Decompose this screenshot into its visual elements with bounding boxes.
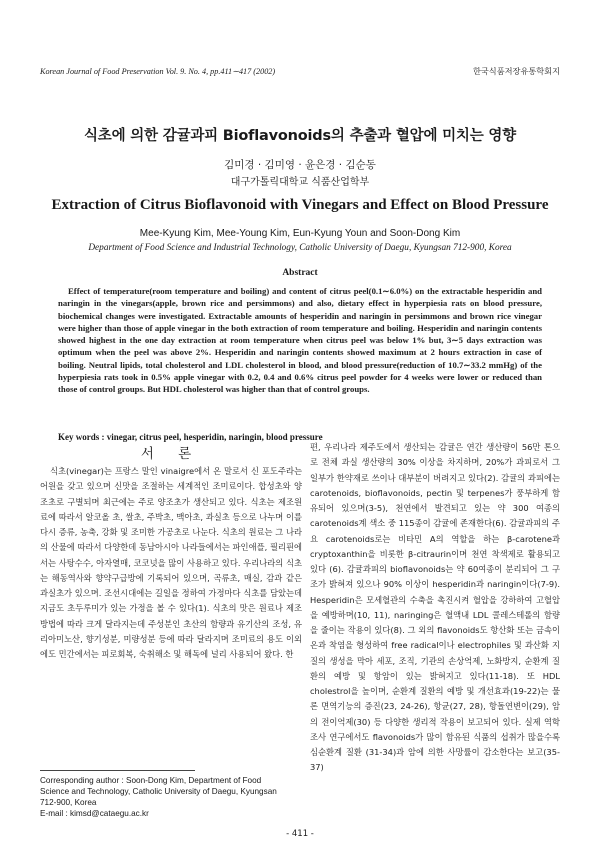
- society-name: 한국식품저장유통학회지: [472, 66, 560, 76]
- page-number: - 411 -: [286, 829, 314, 839]
- body-column-left: 식초(vinegar)는 프랑스 말인 vinaigre에서 온 말로서 신 포도주라는 어원을 갖고 있으며 신맛을 조절하는 세계적인 조미료이다. 합성초와 양조초로 구별되며 최근에는 주로 양조초가 생산되고 있다. 식초는 제조원료에 따라서 알코올 초, 쌀초, 주박초, 맥아초, 과실초 등으로 나누며 이를 다시 증류, 농축, 강화 및 조미한 가공초로 나눈다. 식초의 원료는 그 나라의 산물에 따라서 다양한데 동남아시아 나라들에서는 파인애플, 필리핀에서는 사탕수수, 아자열매, 코코넛을 많이 사용하고 있다. 우리나라의 식초는 해동역사와 향약구급방에 기록되어 있으며, 곡류초, 매실, 감과 같은 과실초가 있으며. 조선시대에는 길일을 정하여 가정마다 식초를 담았는데 지금도 초두루미가 있는 가정을 볼 수 있다(1). 식초의 맛은 원료나 제조방법에 따라 크게 달라지는데 주성분인 초산의 함량과 유기산의 조성, 유리아미노산, 향기성분, 미량성분 등에 따라 달라지며 조미료의 용도 이외에도 민간에서는 피로회복, 숙취해소 및 해독에 널리 사용되어 왔다. 한: [40, 466, 302, 659]
- footnote-email: E-mail : kimsd@cataegu.ac.kr: [40, 809, 149, 818]
- english-authors: Mee-Kyung Kim, Mee-Young Kim, Eun-Kyung Youn and Soon-Dong Kim: [139, 228, 461, 239]
- corresponding-author-footnote: [40, 775, 302, 819]
- korean-affiliation: 대구가톨릭대학교 식품산업학부: [230, 177, 370, 188]
- footnote-line: Science and Technology, Catholic University of Daegu, Kyungsan: [40, 787, 277, 796]
- footnote-line: Corresponding author : Soon-Dong Kim, Department of Food: [40, 776, 262, 785]
- korean-title: 식초에 의한 감귤과피 Bioflavonoids의 추출과 혈압에 미치는 영향: [83, 128, 516, 144]
- journal-citation: Korean Journal of Food Preservation Vol. 9. No. 4, pp.411∼417 (2002): [40, 67, 276, 76]
- english-title: Extraction of Citrus Bioflavonoid with Vinegars and Effect on Blood Pressure: [51, 197, 549, 213]
- body-column-right: 편, 우리나라 제주도에서 생산되는 감귤은 연간 생산량이 56만 톤으로 전체 과실 생산량의 30% 이상을 차지하며, 20%가 과피로서 그 일부가 한약재로 쓰이나 대부분이 버려지고 있다(2). 감귤의 과피에는 carotenoids, bioflavonoids, pectin 및 terpenes가 풍부하게 함유되어 있으며(3-5), 천연에서 발견되고 있는 약 300 여종의 carotenoids계 색소 중 115종이 감귤에 존재한다(6). 감귤과피의 주요 carotenoids로는 비타민 A의 역할을 하는 β-carotene과 cryptoxanthin을 비롯한 β-citraurin이며 천연 착색제로 활용되고 있다 (6). 감귤과피의 bioflavonoids는 약 60여종이 분리되어 그 구조가 밝혀져 있으나 90% 이상이 hesperidin과 naringin이다(7-9). Hesperidin은 모세혈관의 수축을 촉진시켜 혈압을 강하하여 고혈압을 예방하며(10, 11), naringing은 혈액내 LDL 콜레스테롤의 함량을 줄이는 작용이 있다(8). 그 외의 flavonoids도 항산화 또는 금속이온과 착염을 형성하여 free radical이나 electrophiles 및 과산화 지질의 생성을 막아 세포, 조직, 기관의 손상억제, 노화방지, 순환계 질환의 예방 및 항암이 있는 밝혀지고 있다(11-18). 또 HDL cholestrol을 높이며, 순환계 질환의 예방 및 개선효과(19-22)는 물론 면역기능의 증진(23, 24-26), 항균(27, 28), 항돌연변이(29), 암의 전이억제(30) 등 다양한 생리적 작용이 보고되어 있다. 실제 역학조사 연구에서도 flavonoids가 많이 함유된 식품의 섭취가 많을수록 심순환계 질환 (31-34)과 암에 의한 사망률이 감소한다는 보고(35-37): [310, 442, 560, 773]
- abstract-heading: Abstract: [282, 268, 318, 278]
- section-heading-introduction: 서 론: [140, 446, 202, 462]
- english-affiliation: Department of Food Science and Industrial Technology, Catholic University of Daegu, Kyungsan 712-900, Korea: [88, 243, 512, 253]
- abstract-body: Effect of temperature(room temperature and boiling) and content of citrus peel(0.1∼6.0%) on the extractable hesperidin and naringin in the vinegars(apple, brown rice and persimmons) and also, dietary effect in hyperpiesia rats on blood pressure, biochemical changes were investigated. Extractable amounts of hesperidin and naringin in persimmons and brown rice vinegar were higher than those of apple vinegar in the both extraction of room temperature and boiling. Hesperidin and naringin contents showed highest in the one day extraction at room temperature when citrus peel was below 1% but, 3∼5 days extraction was optimum when the peel was above 2%. Hesperidin and naringin contents showed maximum at 2 hours extraction in case of boiling. Neutral lipids, total cholesterol and LDL cholesterol in blood, and blood pressure(reduction of 10.7∼33.2 mmHg) of the hyperpiesia rats took in 0.5% apple vinegar with 0.2, 0.4 and 0.6% citrus peel powder for 4 weeks were lower or reduced than those of control groups. But HDL cholesterol was higher than that of control groups.: [58, 286, 542, 395]
- footnote-line: 712-900, Korea: [40, 798, 97, 807]
- running-header: [40, 66, 560, 80]
- keywords: Key words : vinegar, citrus peel, hesperidin, naringin, blood pressure: [58, 432, 323, 442]
- korean-authors: 김미경 · 김미영 · 윤은경 · 김순동: [224, 159, 376, 171]
- footnote-divider: [40, 770, 195, 771]
